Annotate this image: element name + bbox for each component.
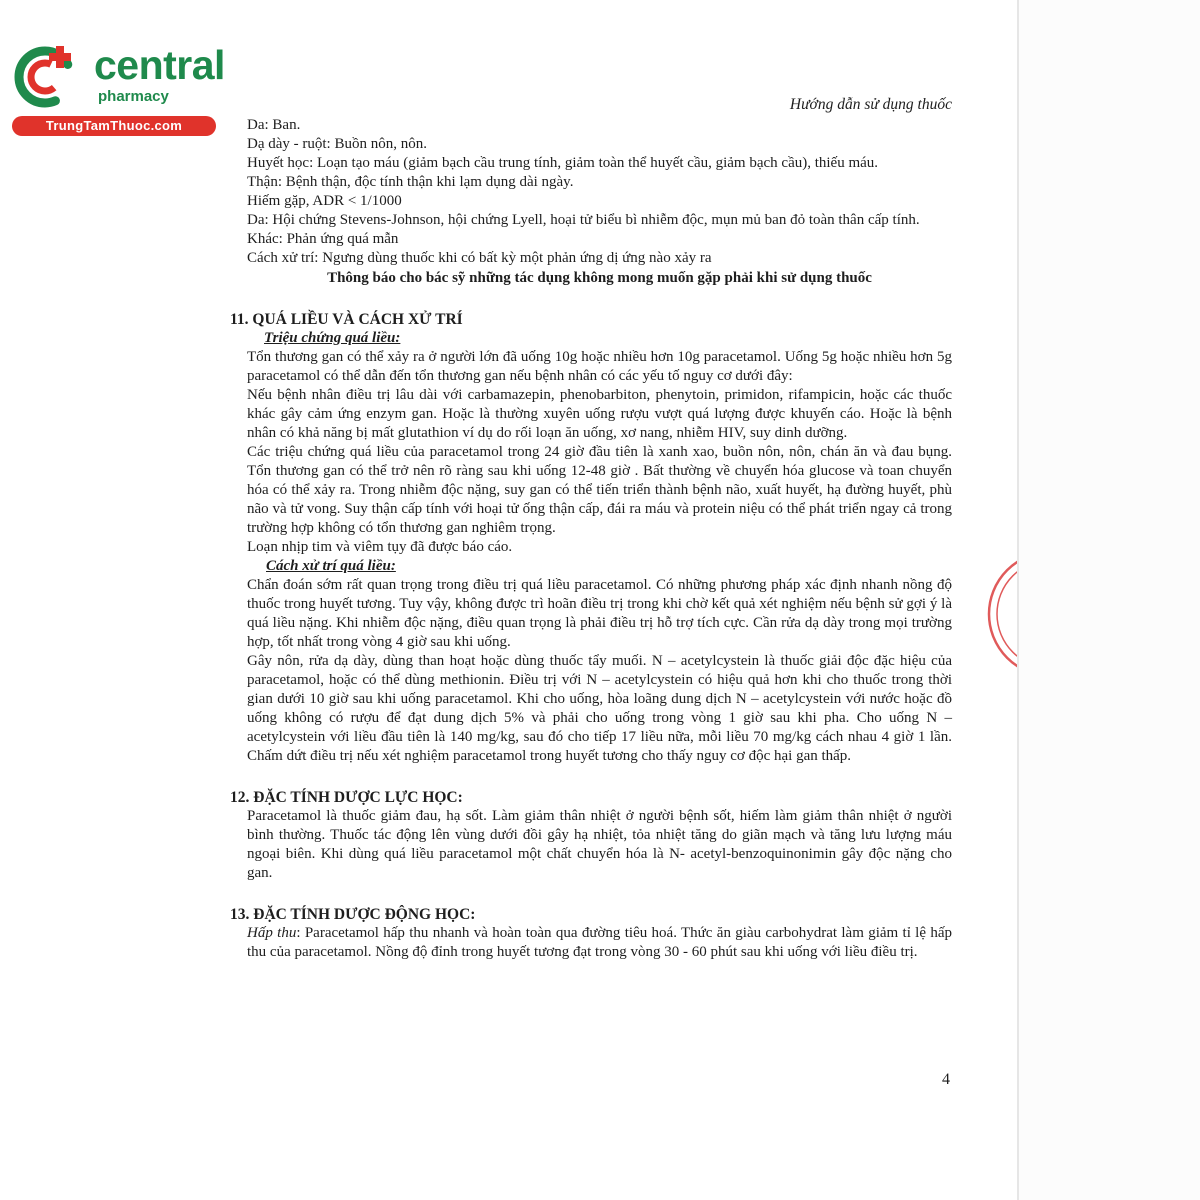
line: Dạ dày - ruột: Buồn nôn, nôn. (247, 136, 427, 152)
running-header: Hướng dẫn sử dụng thuốc (789, 96, 952, 113)
paragraph: Chẩn đoán sớm rất quan trọng trong điều trị quá liều paracetamol. Có những phương pháp xác định nhanh nồng độ thuốc trong huyết tương. Tuy vậy, không được trì hoãn điều trị trong khi chờ kết quả xét nghiệm nếu bệnh sử gợi ý là quá liều nặng. Khi nhiễm độc nặng, điều quan trọng là phải điều trị hỗ trợ tích cực. Cần rửa dạ dày trong mọi trường hợp, tốt nhất trong vòng 4 giờ sau khi uống. (247, 577, 952, 650)
section-13-heading: 13. ĐẶC TÍNH DƯỢC ĐỘNG HỌC: (230, 906, 476, 923)
logo-website-banner[interactable]: TrungTamThuoc.com (12, 116, 216, 136)
lead-term: Hấp thu (247, 925, 297, 941)
page-number: 4 (942, 1071, 950, 1088)
line: Hiếm gặp, ADR < 1/1000 (247, 193, 402, 209)
central-pharmacy-logo[interactable] (8, 36, 223, 136)
paragraph-text: : Paracetamol hấp thu nhanh và hoàn toàn qua đường tiêu hoá. Thức ăn giàu carbohydrat làm giảm tỉ lệ hấp thu của paracetamol. Nồng độ đỉnh trong huyết tương đạt trong vòng 30 - 60 phút sau khi uống với liều điều trị. (247, 925, 952, 960)
paragraph: Tổn thương gan có thể xảy ra ở người lớn đã uống 10g hoặc nhiều hơn 10g paracetamol. Uống 5g hoặc nhiều hơn 5g paracetamol có thể dẫn đến tổn thương gan nếu bệnh nhân có các yếu tố nguy cơ dưới đây: (247, 349, 952, 384)
logo-subtitle: pharmacy (98, 88, 169, 105)
paragraph: Các triệu chứng quá liều của paracetamol trong 24 giờ đầu tiên là xanh xao, buồn nôn, nôn, chán ăn và đau bụng. Tổn thương gan có thể trở nên rõ ràng sau khi uống 12-48 giờ . Bất thường về chuyển hóa glucose và toan chuyển hóa có thể xảy ra. Trong nhiễm độc nặng, suy gan có thể tiến triển thành bệnh não, xuất huyết, hạ đường huyết, phù não và tử vong. Suy thận cấp tính với hoại tử ống thận cấp, đái ra máu và protein niệu có thể phát triển ngay cả trong trường hợp không có tổn thương gan nghiêm trọng. (247, 444, 952, 536)
line: Da: Ban. (247, 117, 301, 133)
paragraph: Loạn nhịp tim và viêm tụy đã được báo cáo. (247, 539, 513, 555)
document-body (230, 116, 952, 962)
line: Da: Hội chứng Stevens-Johnson, hội chứng Lyell, hoại tử biểu bì nhiễm độc, mụn mủ ban đỏ toàn thân cấp tính. (247, 212, 920, 228)
paragraph (230, 924, 952, 962)
line: Huyết học: Loạn tạo máu (giảm bạch cầu trung tính, giảm toàn thể huyết cầu, giảm bạch cầu), thiếu máu. (247, 155, 879, 171)
paragraph: Gây nôn, rửa dạ dày, dùng than hoạt hoặc dùng thuốc tẩy muối. N – acetylcystein là thuốc giải độc đặc hiệu của paracetamol, hoặc có thể dùng methionin. Điều trị với N – acetylcystein có hiệu quả hơn khi cho thuốc trong thời gian dưới 10 giờ sau khi uống paracetamol. Khi cho uống, hòa loãng dung dịch N – acetylcystein với nước hoặc đồ uống không có rượu để đạt dung dịch 5% và phải cho uống trong vòng 1 giờ sau khi pha. Cho uống N – acetylcystein với liều đầu tiên là 140 mg/kg, sau đó cho tiếp 17 liều nữa, mỗi liều 70 mg/kg cách nhau 4 giờ 1 lần. Chấm dứt điều trị nếu xét nghiệm paracetamol trong huyết tương cho thấy nguy cơ độc hại gan thấp. (247, 653, 952, 764)
subheading-symptoms-text: Triệu chứng quá liều: (264, 330, 401, 346)
subheading-treatment (230, 557, 952, 576)
stamp-seal-icon (985, 548, 1017, 680)
company-stamp (985, 548, 1017, 680)
section-12-heading: 12. ĐẶC TÍNH DƯỢC LỰC HỌC: (230, 789, 463, 806)
paragraph: Nếu bệnh nhân điều trị lâu dài với carbamazepin, phenobarbiton, phenytoin, primidon, rifampicin, hoặc các thuốc khác gây cảm ứng enzym gan. Hoặc là thường xuyên uống rượu vượt quá lượng được khuyến cáo. Hoặc là bệnh nhân có khả năng bị mất glutathion ví dụ do rối loạn ăn uống, xơ nang, nhiễm HIV, suy dinh dưỡng. (247, 387, 952, 441)
line: Thận: Bệnh thận, độc tính thận khi lạm dụng dài ngày. (247, 174, 574, 190)
subheading-treatment-text: Cách xử trí quá liều: (266, 558, 396, 574)
section-11-heading: 11. QUÁ LIỀU VÀ CÁCH XỬ TRÍ (230, 311, 463, 328)
logo-name: central (94, 42, 225, 88)
paragraph: Paracetamol là thuốc giảm đau, hạ sốt. Làm giảm thân nhiệt ở người bệnh sốt, hiếm làm giảm thân nhiệt ở người bình thường. Thuốc tác động lên vùng dưới đồi gây hạ nhiệt, tỏa nhiệt tăng do giãn mạch và tăng lưu lượng máu ngoại biên. Khi dùng quá liều paracetamol một chất chuyển hóa là N- acetyl-benzoquinonimin gây độc nặng cho gan. (247, 808, 952, 881)
pharmacy-cross-icon (12, 40, 82, 110)
notice-to-doctor: Thông báo cho bác sỹ những tác dụng không mong muốn gặp phải khi sử dụng thuốc (327, 270, 872, 286)
page-margin-area (1019, 0, 1200, 1200)
subheading-symptoms (230, 329, 952, 348)
line: Cách xử trí: Ngưng dùng thuốc khi có bất kỳ một phản ứng dị ứng nào xảy ra (247, 250, 712, 266)
line: Khác: Phản ứng quá mẫn (247, 231, 399, 247)
